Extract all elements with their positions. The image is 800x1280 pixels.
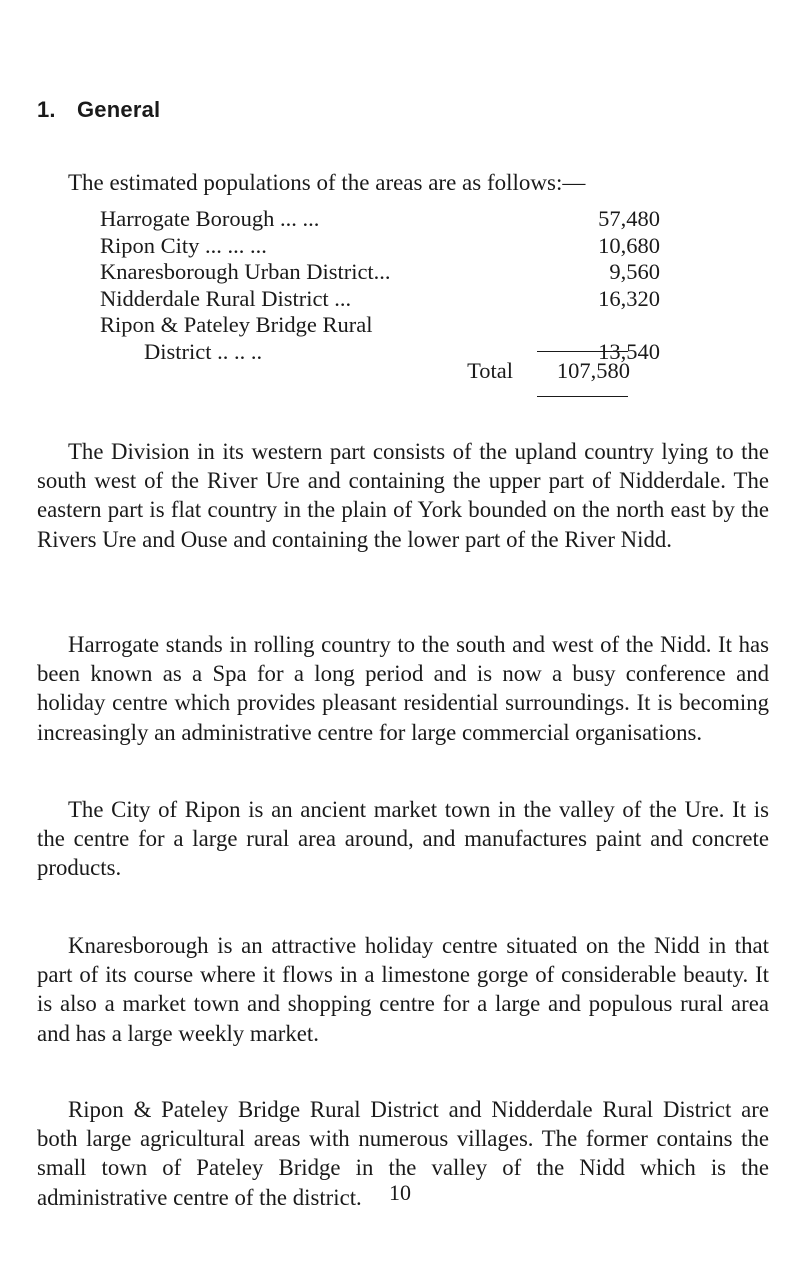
paragraph-division: The Division in its western part consists of the upland country lying to the south west of the River Ure and containing the upper part of Nidderdale. The eastern part is flat country in the plain of York bounded on the north east by the Rivers Ure and Ouse and containing the lower part of the River Nidd. xyxy=(37,439,769,552)
section-title: General xyxy=(77,97,161,122)
paragraph-ripon: The City of Ripon is an ancient market town in the valley of the Ure. It is the centre for a large rural area around, and manufactures paint and concrete products. xyxy=(37,797,769,881)
section-number: 1. xyxy=(37,97,56,122)
table-row xyxy=(100,206,660,233)
table-row xyxy=(100,259,660,286)
table-row xyxy=(100,312,660,339)
population-table xyxy=(100,206,660,365)
area-name: Harrogate Borough ... ... xyxy=(100,206,320,231)
paragraph-harrogate: Harrogate stands in rolling country to the south and west of the Nidd. It has been known as a Spa for a long period and is now a busy conference and holiday centre which provides pleasant residential surroundings. It is becoming increasingly an administrative centre for large commercial organisations. xyxy=(37,632,769,745)
area-population: 10,680 xyxy=(598,232,660,258)
area-name: Ripon & Pateley Bridge Rural xyxy=(100,312,373,337)
area-population: 16,320 xyxy=(598,285,660,311)
area-name: District .. .. .. xyxy=(144,338,263,364)
area-population: 57,480 xyxy=(598,206,660,231)
area-name: Ripon City ... ... ... xyxy=(100,232,267,258)
area-name: Nidderdale Rural District ... xyxy=(100,285,352,311)
area-population xyxy=(562,312,660,339)
paragraph-rural-districts: Ripon & Pateley Bridge Rural District and Nidderdale Rural District are both large agricultural areas with numerous villages. The former contains the small town of Pateley Bridge in the valley of the Nidd which is the administrative centre of the district. xyxy=(37,1097,769,1210)
area-population: 13,540 xyxy=(598,338,660,364)
intro-text: The estimated populations of the areas are as follows:— xyxy=(68,170,586,195)
total-rule-top xyxy=(537,351,628,352)
section-heading xyxy=(37,97,160,123)
total-label: Total xyxy=(467,358,513,383)
total-value: 107,580 xyxy=(556,358,630,383)
table-row xyxy=(100,286,660,313)
page-number: 10 xyxy=(389,1180,411,1205)
paragraph-knaresborough: Knaresborough is an attractive holiday centre situated on the Nidd in that part of its course where it flows in a limestone gorge of considerable beauty. It is also a market town and shopping centre for a large and populous rural area and has a large weekly market. xyxy=(37,933,769,1046)
table-row xyxy=(100,233,660,260)
total-rule-bottom xyxy=(537,396,628,397)
area-name: Knaresborough Urban District... xyxy=(100,259,391,284)
area-population: 9,560 xyxy=(609,259,660,284)
